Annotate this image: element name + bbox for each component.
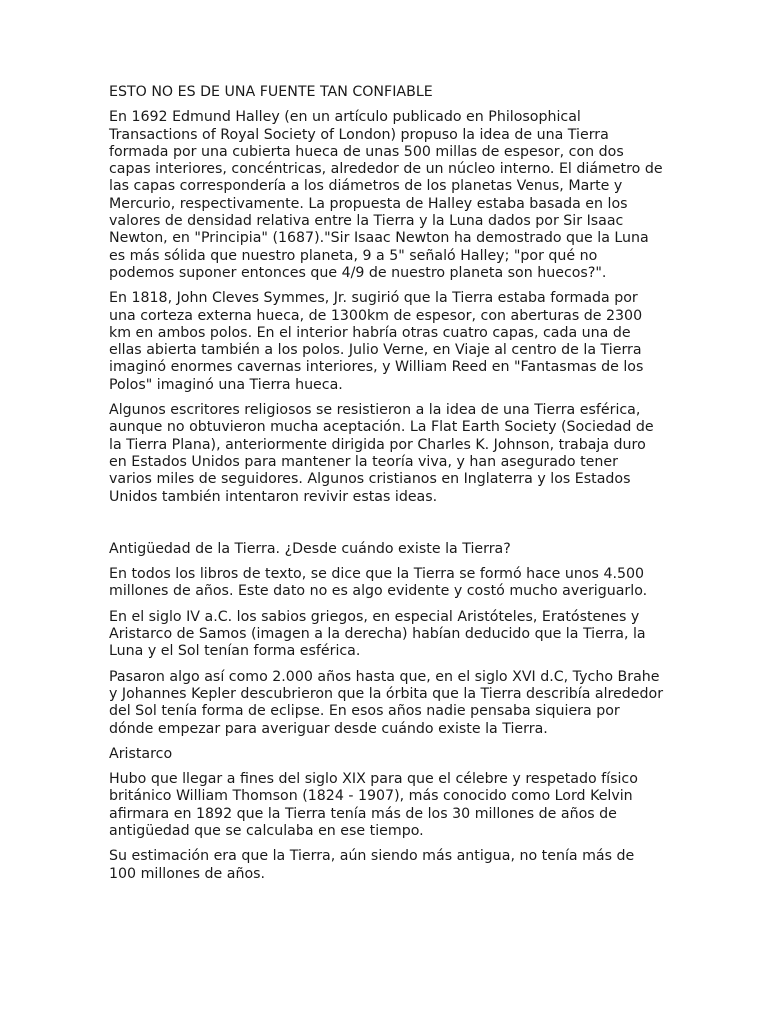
paragraph-symmes: En 1818, John Cleves Symmes, Jr. sugirió que la Tierra estaba formada por una corteza externa hueca, de 1300km de espesor, con aberturas de 2300 km en ambos polos. En el interior habría otras cuatro capas, cada una de ellas abierta también a los polos. Julio Verne, en Viaje al centro de la Tierra imaginó enormes cavernas interiores, y William Reed en "Fantasmas de los Polos" imaginó una Tierra hueca.: [109, 290, 644, 393]
paragraph-halley: En 1692 Edmund Halley (en un artículo publicado en Philosophical Transactions of Royal Society of London) propuso la idea de una Tierra formada por una cubierta hueca de unas 500 millas de espesor, con dos capas interiores, concéntricas, alrededor de un núcleo interno. El diámetro de las capas correspondería a los diámetros de los planetas Venus, Marte y Mercurio, respectivamente. La propuesta de Halley estaba basada en los valores de densidad relativa entre la Tierra y la Luna dados por Sir Isaac Newton, en "Principia" (1687)."Sir Isaac Newton ha demostrado que la Luna es más sólida que nuestro planeta, 9 a 5" señaló Halley; "por qué no podemos suponer entonces que 4/9 de nuestro planeta son huecos?".: [109, 109, 663, 281]
image-caption-aristarco: Aristarco: [109, 745, 173, 762]
paragraph-lord-kelvin: Hubo que llegar a fines del siglo XIX para que el célebre y respetado físico británico William Thomson (1824 - 1907), más conocido como Lord Kelvin afirmara en 1892 que la Tierra tenía más de los 30 millones de años de antigüedad que se calculaba en ese tiempo.: [109, 771, 638, 839]
paragraph-tycho-kepler: Pasaron algo así como 2.000 años hasta que, en el siglo XVI d.C, Tycho Brahe y Johannes Kepler descubrieron que la órbita que la Tierra describía alrededor del Sol tenía forma de eclipse. En esos años nadie pensaba siquiera por dónde empezar para averiguar desde cuándo existe la Tierra.: [109, 668, 664, 737]
document-page: [109, 84, 665, 891]
paragraph-religious-writers: Algunos escritores religiosos se resistieron a la idea de una Tierra esférica, aunque no obtuvieron mucha aceptación. La Flat Earth Society (Sociedad de la Tierra Plana), anteriormente dirigida por Charles K. Johnson, trabaja duro en Estados Unidos para mantener la teoría viva, y han asegurado tener varios miles de seguidores. Algunos cristianos en Inglaterra y los Estados Unidos también intentaron revivir estas ideas.: [109, 402, 654, 505]
paragraph-greek-sages: En el siglo IV a.C. los sabios griegos, en especial Aristóteles, Eratóstenes y Aristarco de Samos (imagen a la derecha) habían deducido que la Tierra, la Luna y el Sol tenían forma esférica.: [109, 608, 646, 660]
paragraph-estimation: Su estimación era que la Tierra, aún siendo más antigua, no tenía más de 100 millones de años.: [109, 848, 635, 882]
paragraph-textbooks: En todos los libros de texto, se dice que la Tierra se formó hace unos 4.500 millones de años. Este dato no es algo evidente y costó mucho averiguarlo.: [109, 566, 648, 600]
section-heading-earth-age: Antigüedad de la Tierra. ¿Desde cuándo existe la Tierra?: [109, 540, 511, 557]
document-heading: ESTO NO ES DE UNA FUENTE TAN CONFIABLE: [109, 84, 433, 100]
